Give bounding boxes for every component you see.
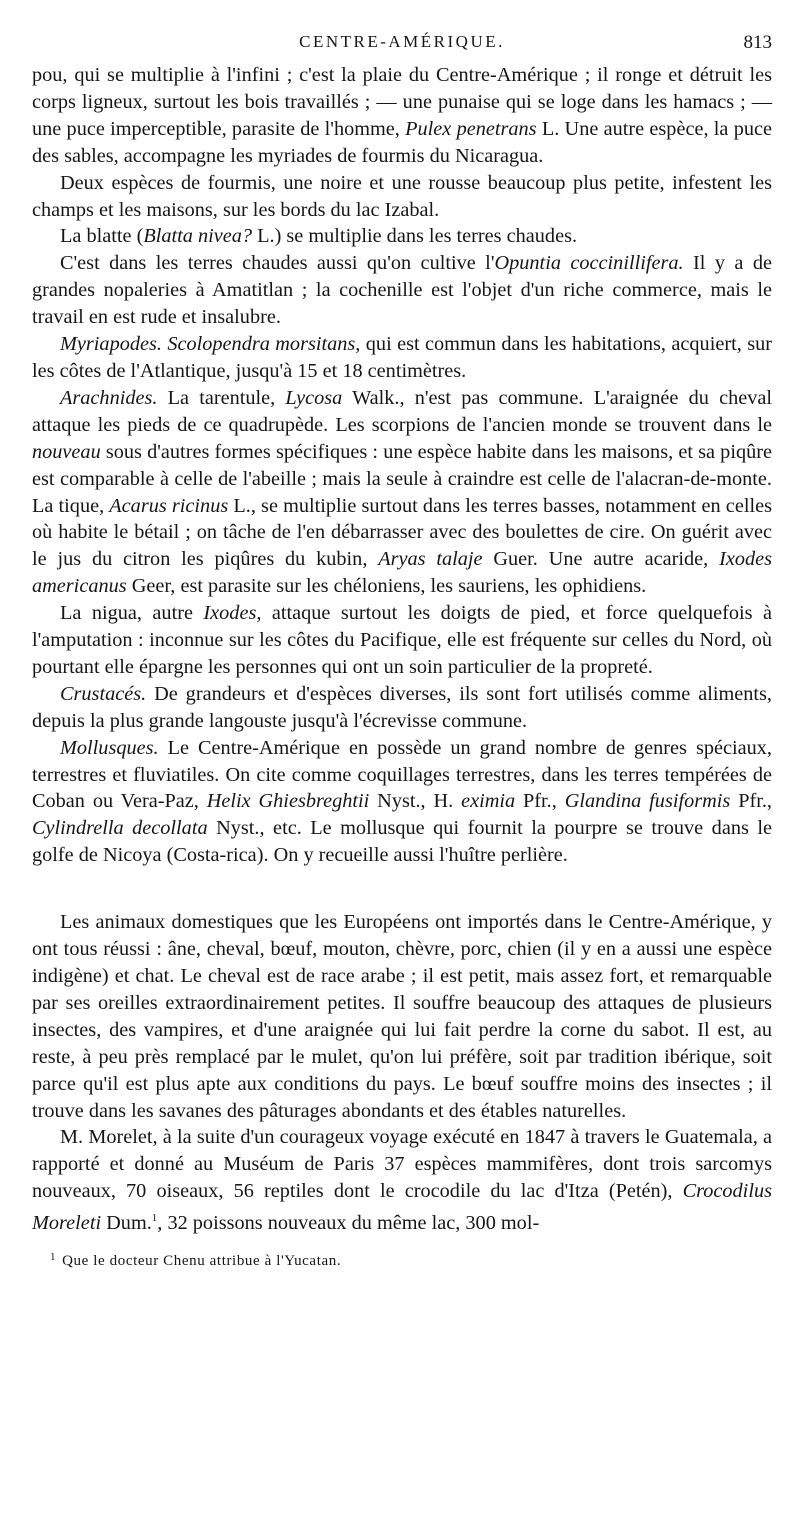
paragraph xyxy=(32,223,772,250)
text-run: Dum. xyxy=(101,1212,152,1235)
italic-term: Lycosa xyxy=(285,386,343,409)
italic-term: Arachnides. xyxy=(60,386,158,409)
body-text xyxy=(32,62,772,1237)
document-page xyxy=(32,28,772,1271)
section-gap xyxy=(32,869,772,909)
paragraph xyxy=(32,250,772,331)
paragraph xyxy=(32,1124,772,1237)
footnote-marker: 1 xyxy=(50,1251,57,1264)
text-run: , 32 poissons nouveaux du même lac, 300 mol- xyxy=(157,1212,540,1235)
italic-term: Aryas talaje xyxy=(378,548,483,571)
italic-term: Myriapodes. Scolopendra morsitans, xyxy=(60,333,361,356)
italic-term: Ixodes americanus xyxy=(32,548,772,598)
text-run: De grandeurs et d'espèces diverses, ils sont fort utilisés comme aliments, depuis la plus grande langouste jusqu'à l'écrevisse commune. xyxy=(32,682,772,732)
paragraph xyxy=(32,600,772,681)
text-run: Le Centre-Amérique en possède un grand nombre de genres spéciaux, terrestres et fluviatiles. On cite comme coquillages terrestres, dans les terres tempérées de Coban ou Vera-Paz, xyxy=(32,736,772,813)
text-run: Les animaux domestiques que les Européens ont importés dans le Centre-Amérique, y ont tous réussi : âne, cheval, bœuf, mouton, chèvre, porc, chien (il y en a aussi une espèce indigène) et chat. Le cheval est de race arabe ; il est petit, mais assez fort, et remarquable par ses oreilles extraordinairement petites. Il souffre beaucoup des attaques de plusieurs insectes, des vampires, et d'une araignée qui lui fait perdre la corne du sabot. Il est, au reste, à peu près remplacé par le mulet, qu'on lui préfère, soit par tradition ibérique, soit parce qu'il est plus apte aux conditions du pays. Le bœuf souffre moins des insectes ; il trouve dans les savanes des pâturages abondants et des étables naturelles. xyxy=(32,911,772,1122)
paragraph xyxy=(32,909,772,1124)
italic-term: Acarus ricinus xyxy=(109,494,229,517)
text-run: pou, qui se multiplie à l'infini ; c'est la plaie du Centre-Amérique ; il ronge et détruit les corps ligneux, surtout les bois travaillés ; — une punaise qui se loge dans les hamacs ; — une puce imperceptible, parasite de l'homme, xyxy=(32,64,772,140)
italic-term: Pulex penetrans xyxy=(405,117,537,140)
text-run: Il y a de grandes nopaleries à Amatitlan ; la cochenille est l'objet d'un riche commerce, mais le travail en est rude et insalubre. xyxy=(32,252,772,329)
paragraph xyxy=(32,681,772,735)
text-run: L. Une autre espèce, la puce des sables, accompagne les myriades de fourmis du Nicaragua. xyxy=(32,117,772,167)
footnote-text: Que le docteur Chenu attribue à l'Yucatan. xyxy=(62,1253,342,1270)
italic-term: Cylindrella decollata xyxy=(32,817,208,840)
italic-term: Ixodes, xyxy=(203,602,262,625)
page-number: 813 xyxy=(743,32,772,53)
italic-term: Crustacés. xyxy=(60,682,147,705)
paragraph xyxy=(32,62,772,170)
italic-term: Opuntia coccinillifera. xyxy=(494,252,684,275)
text-run: Walk., n'est pas commune. L'araignée du cheval attaque les pieds de ce quadrupède. Les scorpions de l'ancien monde se trouvent dans le xyxy=(32,386,772,436)
text-run: Deux espèces de fourmis, une noire et une rousse beaucoup plus petite, infestent les champs et les maisons, sur les bords du lac Izabal. xyxy=(32,171,772,221)
text-run: attaque surtout les doigts de pied, et force quelquefois à l'amputation : inconnue sur les côtes du Pacifique, elle est fréquente sur celles du Nord, où pourtant elle épargne les personnes qui ont un soin particulier de la propreté. xyxy=(32,602,772,678)
text-run: La tarentule, xyxy=(157,386,286,409)
text-run: Guer. Une autre acaride, xyxy=(482,548,720,571)
italic-term: Glandina fusiformis xyxy=(564,790,731,813)
text-run: Geer, est parasite sur les chéloniens, les sauriens, les ophidiens. xyxy=(126,575,647,598)
italic-term: Helix Ghiesbreghtii xyxy=(206,790,370,813)
text-run: M. Morelet, à la suite d'un courageux voyage exécuté en 1847 à travers le Guatemala, a rapporté et donné au Muséum de Paris 37 espèces mammifères, dont trois sarcomys nouveaux, 70 oiseaux, 56 reptiles dont le crocodile du lac d'Itza (Petén), xyxy=(32,1126,772,1203)
running-title: CENTRE-AMÉRIQUE. xyxy=(299,32,505,51)
text-run: L.) se multiplie dans les terres chaudes. xyxy=(252,225,578,248)
footnote-separator xyxy=(32,1237,772,1247)
paragraph xyxy=(32,735,772,870)
text-run: La blatte ( xyxy=(60,225,144,248)
text-run: L., se multiplie surtout dans les terres basses, notamment en celles où habite le bétail ; on tâche de l'en débarrasser avec des boulettes de cire. On guérit avec le jus du citron les piqûres du kubin, xyxy=(32,494,772,571)
italic-term: Blatta nivea? xyxy=(143,225,253,248)
text-run: Nyst., etc. Le mollusque qui fournit la pourpre se trouve dans le golfe de Nicoya (Costa-rica). On y recueille aussi l'huître perlière. xyxy=(32,817,772,867)
footnote-reference: 1 xyxy=(151,1212,158,1225)
paragraph xyxy=(32,170,772,224)
italic-term: Crocodilus Moreleti xyxy=(32,1180,772,1235)
footnote xyxy=(32,1247,772,1271)
text-run: C'est dans les terres chaudes aussi qu'on cultive l' xyxy=(60,252,495,275)
italic-term: nouveau xyxy=(32,440,101,463)
italic-term: eximia xyxy=(461,790,516,813)
paragraph xyxy=(32,385,772,600)
text-run: Pfr., xyxy=(515,790,565,813)
italic-term: Mollusques. xyxy=(60,736,159,759)
text-run: qui est commun dans les habitations, acquiert, sur les côtes de l'Atlantique, jusqu'à 15 et 18 centimètres. xyxy=(32,333,772,382)
text-run: La nigua, autre xyxy=(60,602,204,625)
running-head xyxy=(32,28,772,62)
text-run: sous d'autres formes spécifiques : une espèce habite dans les maisons, et sa piqûre est comparable à celle de l'abeille ; mais la seule à craindre est celle de l'alacran-de-monte. La tique, xyxy=(32,440,772,517)
paragraph xyxy=(32,331,772,385)
text-run: Pfr., xyxy=(730,790,773,813)
text-run: Nyst., H. xyxy=(369,790,462,813)
